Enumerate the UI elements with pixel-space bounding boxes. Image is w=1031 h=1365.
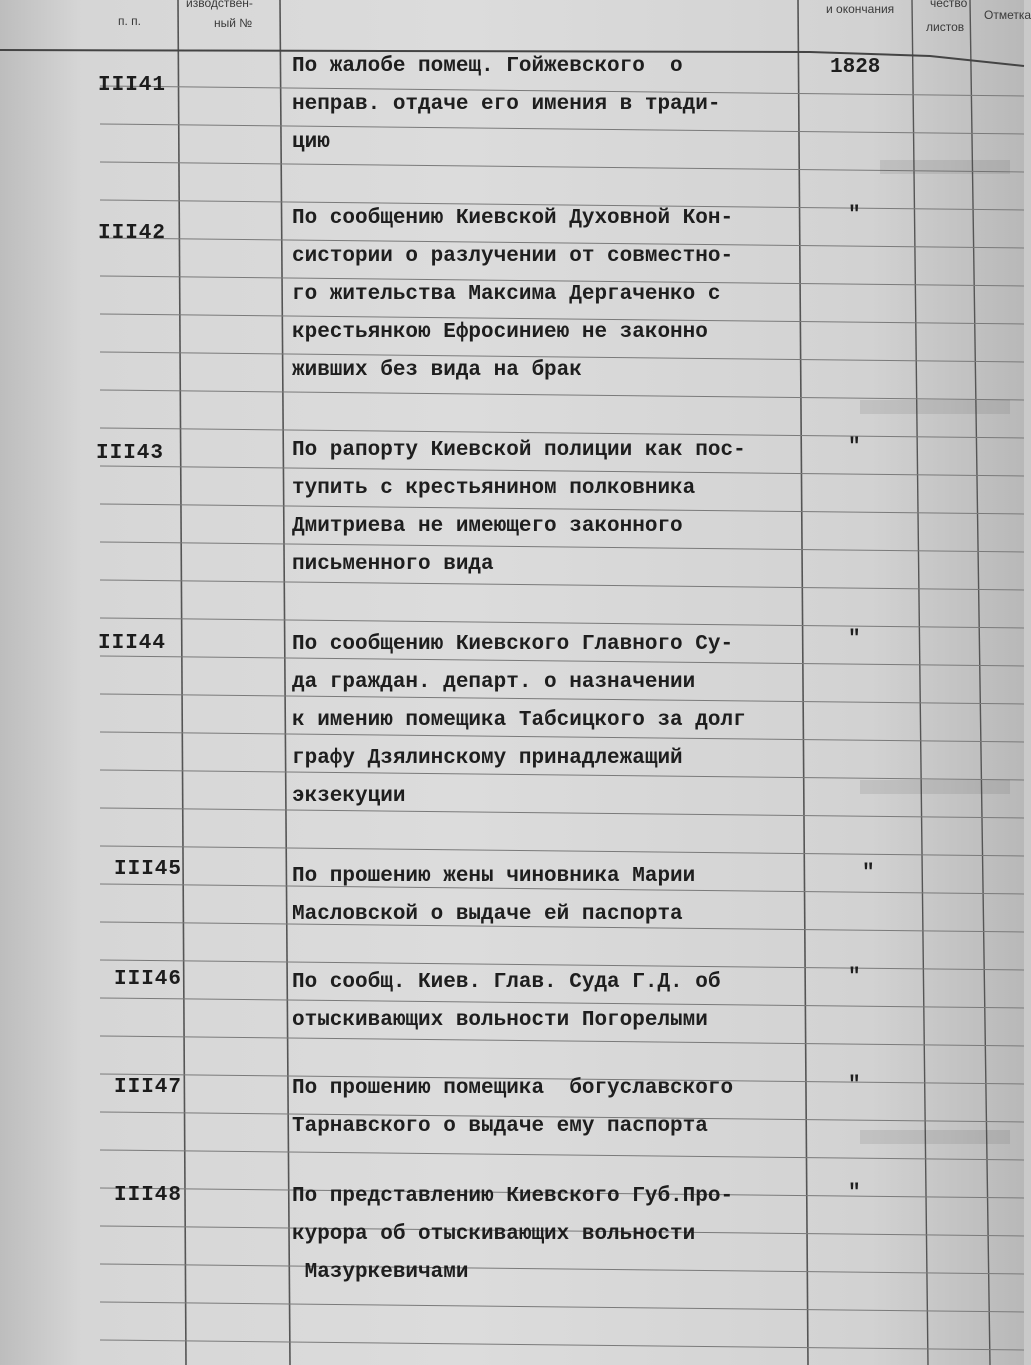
header-production-col-2: ный № [214,16,253,30]
entry-number: III47 [114,1076,183,1099]
entry-year: " [848,204,861,227]
entry-year: " [848,1182,861,1205]
bleed-through-mark [860,400,1010,414]
bleed-through-mark [880,160,1010,174]
entry-number: III45 [114,858,183,881]
ruled-line [100,1340,1024,1350]
entry-year: 1828 [830,56,881,79]
entry-description: По сообщению Киевского Главного Су- да граждан. департ. о назначении к имению помещика Табсицкого за долг графу Дзялинскому принадлежащий экзекуции [292,633,746,808]
entry-description: По рапорту Киевской полиции как пос- тупить с крестьянином полковника Дмитриева не имеющего законного письменного вида [292,439,746,576]
entry-description: По сообщ. Киев. Глав. Суда Г.Д. об отыскивающих вольности Погорелыми [292,971,721,1032]
bleed-through-mark [860,780,1010,794]
entry-number: III42 [98,222,167,245]
ruled-line [100,1302,1024,1312]
entry-year: " [848,1074,861,1097]
entry-year: " [862,862,875,885]
ruled-line [100,390,1024,400]
entry-number: III41 [98,74,167,97]
header-number-col: п. п. [118,14,141,28]
entry-year: " [848,628,861,651]
header-notes-col: Отметка [984,8,1031,22]
entry-description: По представлению Киевского Губ.Про- курора об отыскивающих вольности Мазуркевичами [292,1185,734,1284]
header-dates-col: и окончания [826,2,895,16]
entry-description: По прошению жены чиновника Марии Масловской о выдаче ей паспорта [292,865,696,926]
entry-number: III46 [114,968,183,991]
header-sheets-col-2: листов [926,20,965,34]
entry-description: По прошению помещика богуславского Тарнавского о выдаче ему паспорта [292,1077,734,1138]
entry-description: По сообщению Киевской Духовной Кон- систории о разлучении от совместно- го жительства Максима Дергаченко с крестьянкою Ефросиниею не законно живших без вида на брак [292,207,734,382]
bleed-through-mark [860,1130,1010,1144]
entry-number: III48 [114,1184,183,1207]
entry-number: III44 [98,632,167,655]
ruled-line [100,846,1024,856]
entry-year: " [848,966,861,989]
entry-description: По жалобе помещ. Гойжевского о неправ. отдаче его имения в тради- цию [292,55,721,154]
entry-year: " [848,436,861,459]
ruled-line [100,1150,1024,1160]
header-sheets-col: чество [930,0,968,10]
entry-number: III43 [96,442,165,465]
header-production-col: изводствен- [186,0,253,10]
